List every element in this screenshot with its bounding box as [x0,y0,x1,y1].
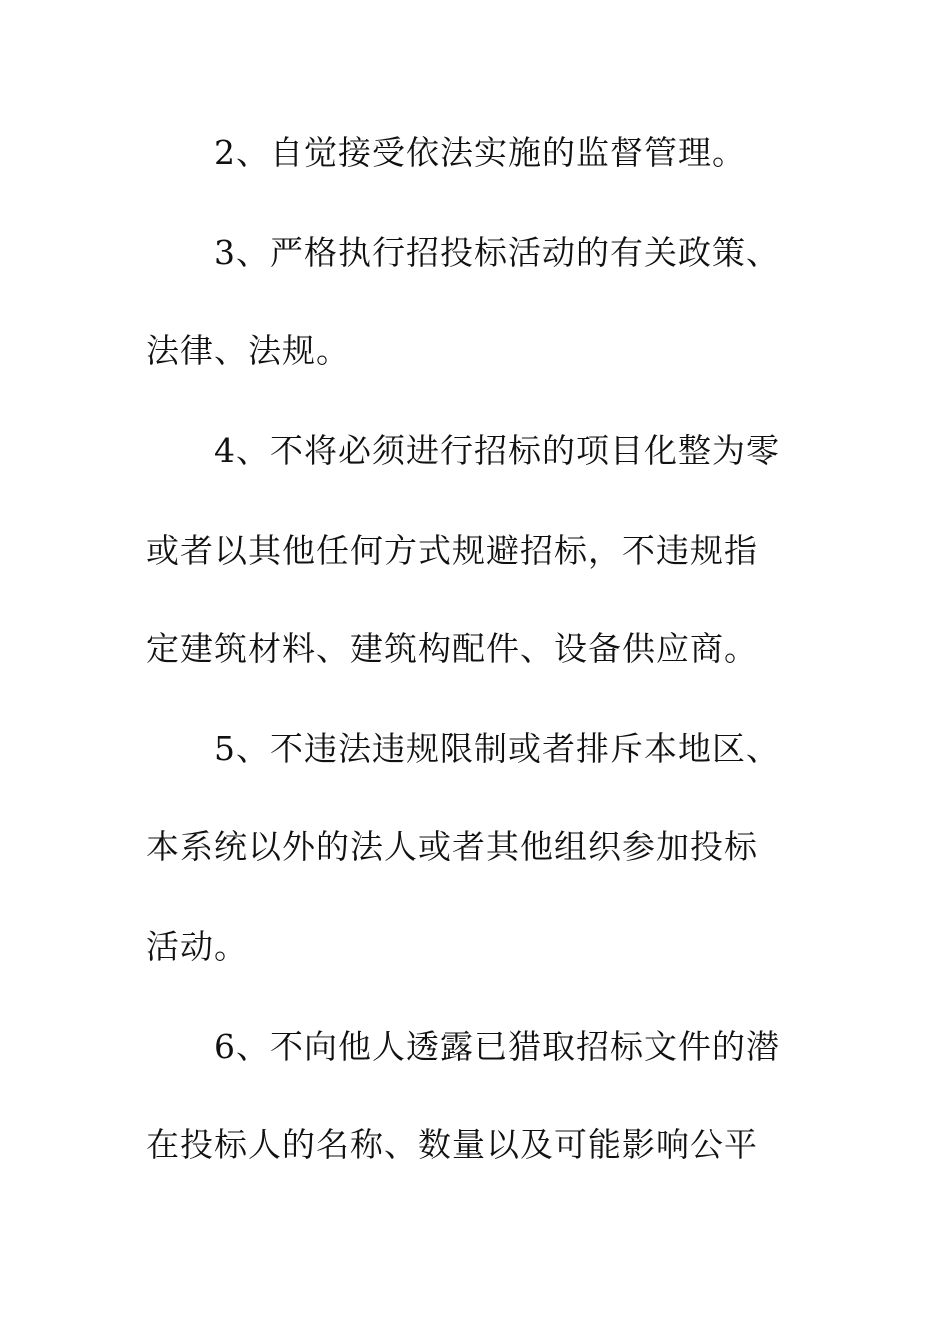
paragraph-2-line-1: 2、自觉接受依法实施的监督管理。 [214,133,746,172]
paragraph-3-line-1: 3、严格执行招投标活动的有关政策、 [214,233,780,272]
paragraph-6-line-1: 6、不向他人透露已猎取招标文件的潜 [214,1027,780,1066]
paragraph-4-line-1: 4、不将必须进行招标的项目化整为零 [214,431,780,470]
paragraph-4-line-2: 或者以其他任何方式规避招标，不违规指 [146,531,758,570]
paragraph-5-line-2: 本系统以外的法人或者其他组织参加投标 [146,827,758,866]
paragraph-6-line-2: 在投标人的名称、数量以及可能影响公平 [146,1125,758,1164]
paragraph-5-line-3: 活动。 [146,927,248,966]
paragraph-5-line-1: 5、不违法违规限制或者排斥本地区、 [214,729,780,768]
paragraph-4-line-3: 定建筑材料、建筑构配件、设备供应商。 [146,629,758,668]
paragraph-3-line-2: 法律、法规。 [146,331,350,370]
